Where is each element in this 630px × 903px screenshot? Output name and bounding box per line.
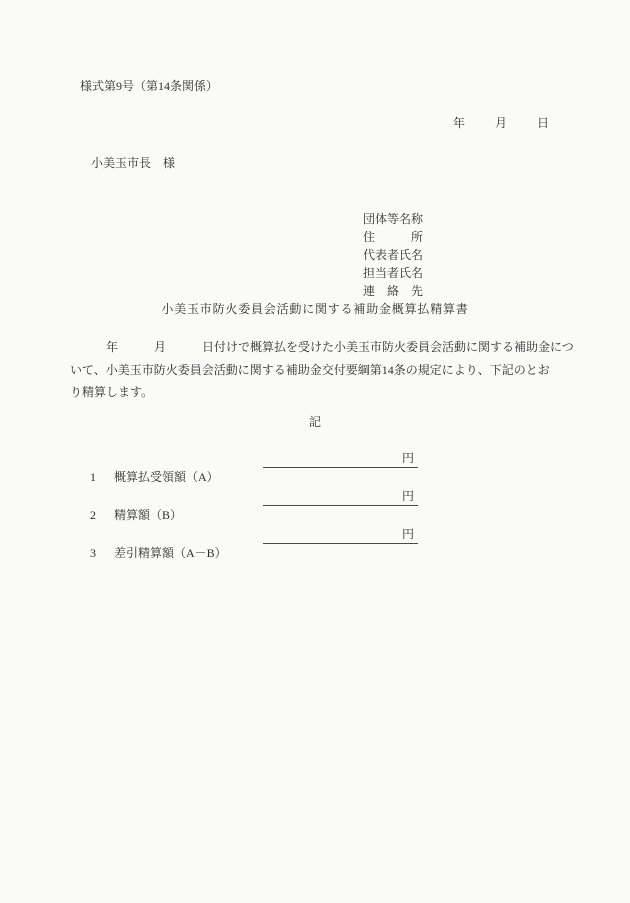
form-number: 様式第9号（第14条関係） xyxy=(80,79,219,93)
date-month-label: 月 xyxy=(494,116,507,130)
applicant-field-label: 団体等名称 xyxy=(363,212,424,226)
record-marker: 記 xyxy=(308,415,321,429)
date-day-label: 日 xyxy=(536,116,549,130)
body-line: 年 月 日付けで概算払を受けた小美玉市防火委員会活動に関する補助金につ xyxy=(70,340,574,354)
body-line: り精算します。 xyxy=(70,385,154,399)
applicant-field-organization-name xyxy=(345,192,424,226)
item-row-provisional-payment-received xyxy=(78,450,438,484)
applicant-field-label: 連 絡 先 xyxy=(363,284,424,298)
applicant-field-label: 住 所 xyxy=(363,230,424,244)
item-row-balance-amount xyxy=(78,526,438,560)
amount-unit-label: 円 xyxy=(401,527,414,541)
amount-unit-label: 円 xyxy=(401,451,414,465)
amount-blank-field[interactable] xyxy=(263,450,418,468)
item-label: 精算額（B） xyxy=(114,508,183,522)
item-row-settlement-amount xyxy=(78,488,438,522)
document-title: 小美玉市防火委員会活動に関する補助金概算払精算書 xyxy=(161,302,469,316)
item-number: 3 xyxy=(90,546,96,560)
item-label: 概算払受領額（A） xyxy=(114,470,219,484)
amount-unit-label: 円 xyxy=(401,489,414,503)
item-number: 2 xyxy=(90,508,96,522)
amount-blank-field[interactable] xyxy=(263,488,418,506)
applicant-info-block xyxy=(345,192,424,298)
applicant-field-label: 担当者氏名 xyxy=(363,266,424,280)
item-number: 1 xyxy=(90,470,96,484)
addressee: 小美玉市長 様 xyxy=(91,156,176,170)
body-paragraph xyxy=(70,336,575,404)
date-line xyxy=(453,117,549,129)
applicant-field-label: 代表者氏名 xyxy=(363,248,424,262)
amount-blank-field[interactable] xyxy=(263,526,418,544)
date-year-label: 年 xyxy=(453,116,466,130)
body-line: いて、小美玉市防火委員会活動に関する補助金交付要綱第14条の規定により、下記のとお xyxy=(70,362,550,377)
item-label: 差引精算額（A－B） xyxy=(114,546,227,560)
